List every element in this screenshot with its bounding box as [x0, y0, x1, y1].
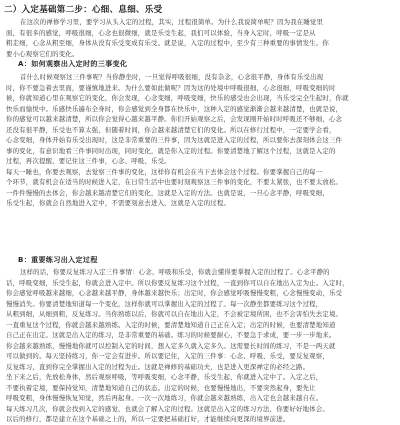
text-line: 你会越来越熟练，慢慢地你就可以控制入定的时间，想入定多久就入定多久。这需要长时间的练习，不是一两天就 [6, 341, 336, 350]
text-line: 话，呼吸变细，乐受生起，你就会进入定中。所以你要反复练习这个过程，一直到你可以自在地出入定为止。入定时， [6, 278, 349, 287]
text-line: 你会感觉呼吸越来越细，心念越来越平静，身体越来越快乐；出定时，你会感觉呼吸慢慢变粗，心念慢慢变动，乐受 [6, 289, 343, 297]
text-line: 以后的修行，都是建立在这个基础之上的，所以一定要把基础打好，才能继续向更深的境界前进。 [6, 415, 290, 423]
subsection-b-heading: B：重要练习出入定过程 [18, 256, 98, 264]
text-line: 从粗到细，从细到粗，反复练习。当你熟练以后，你就可以自在地出入定，不会被定境所困，也不会害怕失去定境。 [6, 310, 343, 318]
text-line: 还没有很平静，乐受也不算太强，但随着时间，你会越来越清楚它们的变化。所以在修行过程中，一定要学会看， [6, 125, 336, 134]
text-line: 每天一睡也，你要去观察，去觉察三件事的变化，这样你有机会在当下去体会这个过程。你要掌握自己的每一 [6, 167, 323, 176]
text-line: 不要执着定境，要保持觉知，清楚地知道自己的状态。出定的时候，也要慢慢地出，不要突然起身，要先让 [6, 383, 316, 392]
text-line: 每天练习几次，你就会找到入定的感觉，也就会了解入定的过程。这就是出入定的练习方法，你要好好地体会。 [6, 404, 329, 413]
subsection-b-paragraph [6, 267, 394, 425]
text-line: 慢慢消失。你要清楚地知道每一个变化，这样你就可以掌握出入定的过程了。每一次静坐都要练习这个过程， [6, 299, 323, 308]
text-line: 心念变细，身体开始有乐受出现时，这是非常重要的三件事，因为这就是进入定的过程，所以要你去深刻体会这三件 [6, 136, 343, 144]
text-line: 反复练习，直到你完全掌握出入定的过程为止。这就是禅修的基础功夫，也是进入更深禅定的必经之路。 [6, 362, 310, 371]
text-line: 在这次的禅修学习里，要学习从头入定的过程，其实，过程很简单。为什么我说简单呢？因为我在睡觉里 [20, 18, 324, 26]
text-line: 过程，再次提醒，要记住这三件事，心念、呼吸、乐受。 [6, 157, 171, 165]
intro-paragraph [6, 17, 394, 59]
text-line: 一直重复这个过程，你就会越来越熟练。入定的时候，要清楚地知道自己正在入定；出定的时候，也要清楚地知道 [6, 320, 336, 329]
text-line: 要小心观察它们的变化。 [6, 49, 79, 58]
text-line: 乐受生起，你就会自然地进入定中，不需要刻意去进入，这就是入定的过程。 [6, 199, 231, 207]
text-line: 可以做到的。每天坚持练习，你一定会有进步。所以要记住，入定的三件事：心念、呼吸、乐受，要反复观察， [6, 352, 329, 360]
text-line: 呼吸变粗，身体慢慢恢复知觉，然后再起身。一次一次地练习，你就会越来越熟练，出入定也会越来越自在。 [6, 394, 323, 402]
text-line: 你的感觉可以越来越清楚，所以你会觉得心越来越平静。你们开始观察之后，会发现刚开始时时呼吸还不够细，心念 [6, 115, 343, 123]
text-line: 事的变化，有意识地看三件事同时出现，同时变化，就是你入定的过程。你要清楚地了解这个过程，这就是入定的 [6, 146, 336, 155]
text-line: 一件件慢慢的去体会，你会越来越清楚它们的变化，这就是入定的方法。也就是说，一旦心念平静，呼吸变细， [6, 188, 329, 197]
text-line: 候，你就知道心里在观察它的变化，你会发现，心念变细，呼吸变细，快乐的感受也会出现，当乐受完全生起时，你就 [6, 94, 349, 102]
text-line: 时，你不要急着去里面，要谨慎地进来。为什么要如此做呢？因为这的处境中呼吸很细，心念很细，呼吸变细的时 [6, 83, 336, 92]
subsection-a-heading: A：如何观察出入定时的三事变化 [18, 60, 128, 68]
text-line: 坐下来之后，先放松身体，然后观察呼吸，等呼吸变细，心念平静，乐受生起，你就进入定中了。入定之后， [6, 373, 323, 381]
subsection-a-paragraph [6, 72, 394, 209]
text-line: 面，有很多的感觉，呼吸很细，心念也很微细，就是乐受生起，我们可以体验，当身入定时，呼吸一定是从 [6, 28, 316, 37]
text-line: 粗走细，心念从粗至细，身体从没有乐受变成有乐受。就是说，入定的过程中，至少有三种重要的事情发生。你 [6, 39, 329, 47]
text-line: 这样的话，你要反复练习入定三件事情：心念、呼吸和乐受，你就会懂得要掌握入定的过程了。心念平静的 [20, 268, 330, 276]
section-heading: 二）入定基础第二步：心细、息细、乐受 [4, 5, 163, 15]
text-line: 自己正在出定。这就是出入定的练习，是非常重要的基础。练习的时候要耐心，不要急于求成，要一步一步地来。 [6, 331, 336, 339]
text-line: 个环节，就有机会在适当的时候进入定，在日常生活中也要时刻观察这三件事的变化，不要太紧张，也不要太放松。 [6, 178, 343, 186]
text-line: 快乐而愉悦中。乐感快乐遍布全身时，你会感觉到全身都在快乐中，这种入定的感觉渐渐会越来越清楚，也就是说， [6, 104, 343, 113]
text-line: 首什么时候观察这三件事呢？当你静坐时，一旦觉得呼吸很细，没有杂念，心念很平静，身体有乐受出现 [20, 73, 324, 81]
